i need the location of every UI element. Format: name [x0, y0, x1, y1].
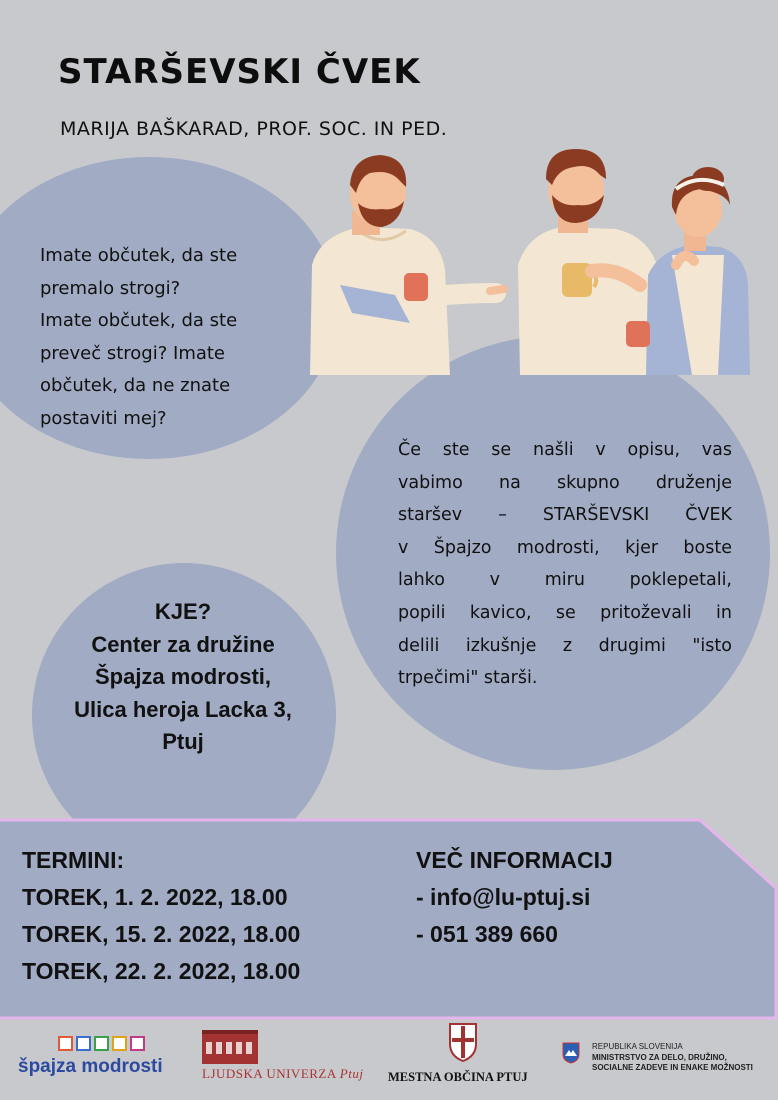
description-line: Če ste se našli v opisu, vas — [398, 440, 732, 460]
schedule-date: TOREK, 22. 2. 2022, 18.00 — [22, 958, 301, 984]
mop-logo-text: MESTNA OBČINA PTUJ — [388, 1070, 528, 1084]
mestna-obcina-ptuj-logo — [382, 1022, 542, 1092]
spajza-logo-text: špajza modrosti — [18, 1056, 163, 1077]
schedule-block — [22, 842, 300, 990]
description-line: staršev – STARŠEVSKI ČVEK — [398, 505, 732, 526]
location-line: Center za družine — [91, 631, 275, 657]
colored-squares-icon — [58, 1036, 148, 1050]
location-text — [38, 596, 328, 759]
spajza-modrosti-logo — [18, 1034, 178, 1094]
lu-logo-text — [202, 1066, 363, 1082]
questions-text — [40, 240, 290, 435]
location-heading: KJE? — [154, 599, 212, 624]
ljudska-univerza-logo — [202, 1028, 372, 1094]
description-line: lahko v miru poklepetali, — [398, 570, 732, 591]
ministry-logo-text — [592, 1042, 753, 1074]
description-line: vabimo na skupno druženje — [398, 472, 732, 493]
questions-line: Imate občutek, da ste — [40, 245, 238, 266]
lu-logo-word1: LJUDSKA — [202, 1066, 263, 1081]
location-line: Ulica heroja Lacka 3, — [74, 696, 292, 722]
description-text — [398, 434, 732, 695]
location-line: Ptuj — [162, 729, 204, 754]
schedule-date: TOREK, 1. 2. 2022, 18.00 — [22, 884, 288, 910]
schedule-date: TOREK, 15. 2. 2022, 18.00 — [22, 921, 301, 947]
ministry-line: REPUBLIKA SLOVENIJA — [592, 1042, 683, 1051]
contact-block — [416, 842, 613, 953]
man-pointing-figure — [310, 155, 504, 375]
people-illustration — [300, 145, 760, 390]
questions-line: Imate občutek, da ste — [40, 310, 238, 331]
ministry-line: SOCIALNE ZADEVE IN ENAKE MOŽNOSTI — [592, 1063, 753, 1072]
description-line: delili izkušnje z drugimi "isto — [398, 635, 732, 656]
location-line: Špajza modrosti, — [94, 664, 272, 689]
lu-logo-word2: UNIVERZA — [266, 1066, 337, 1081]
description-line: v Špajzo modrosti, kjer boste — [398, 537, 732, 558]
ministry-line: MINISTRSTVO ZA DELO, DRUŽINO, — [592, 1052, 727, 1062]
contact-email[interactable]: - info@lu-ptuj.si — [416, 884, 591, 910]
contact-heading: VEČ INFORMACIJ — [416, 847, 613, 873]
questions-line: postaviti mej? — [40, 407, 167, 429]
description-line: trpečimi" starši. — [398, 668, 538, 689]
contact-phone[interactable]: - 051 389 660 — [416, 921, 558, 947]
poster-subtitle: MARIJA BAŠKARAD, PROF. SOC. IN PED. — [60, 118, 448, 140]
crest-icon — [448, 1022, 478, 1062]
questions-line: občutek, da ne znate — [40, 375, 231, 396]
questions-line: preveč strogi? Imate — [40, 342, 226, 364]
sponsor-footer — [0, 1022, 778, 1100]
schedule-heading: TERMINI: — [22, 847, 125, 873]
lu-logo-word3: Ptuj — [339, 1066, 364, 1081]
building-icon — [202, 1030, 258, 1064]
ministry-logo — [562, 1042, 762, 1088]
slovenia-coat-of-arms-icon — [562, 1042, 580, 1064]
description-line: popili kavico, se pritoževali in — [398, 602, 732, 623]
questions-line: premalo strogi? — [40, 277, 181, 299]
poster-title: STARŠEVSKI ČVEK — [58, 52, 421, 92]
